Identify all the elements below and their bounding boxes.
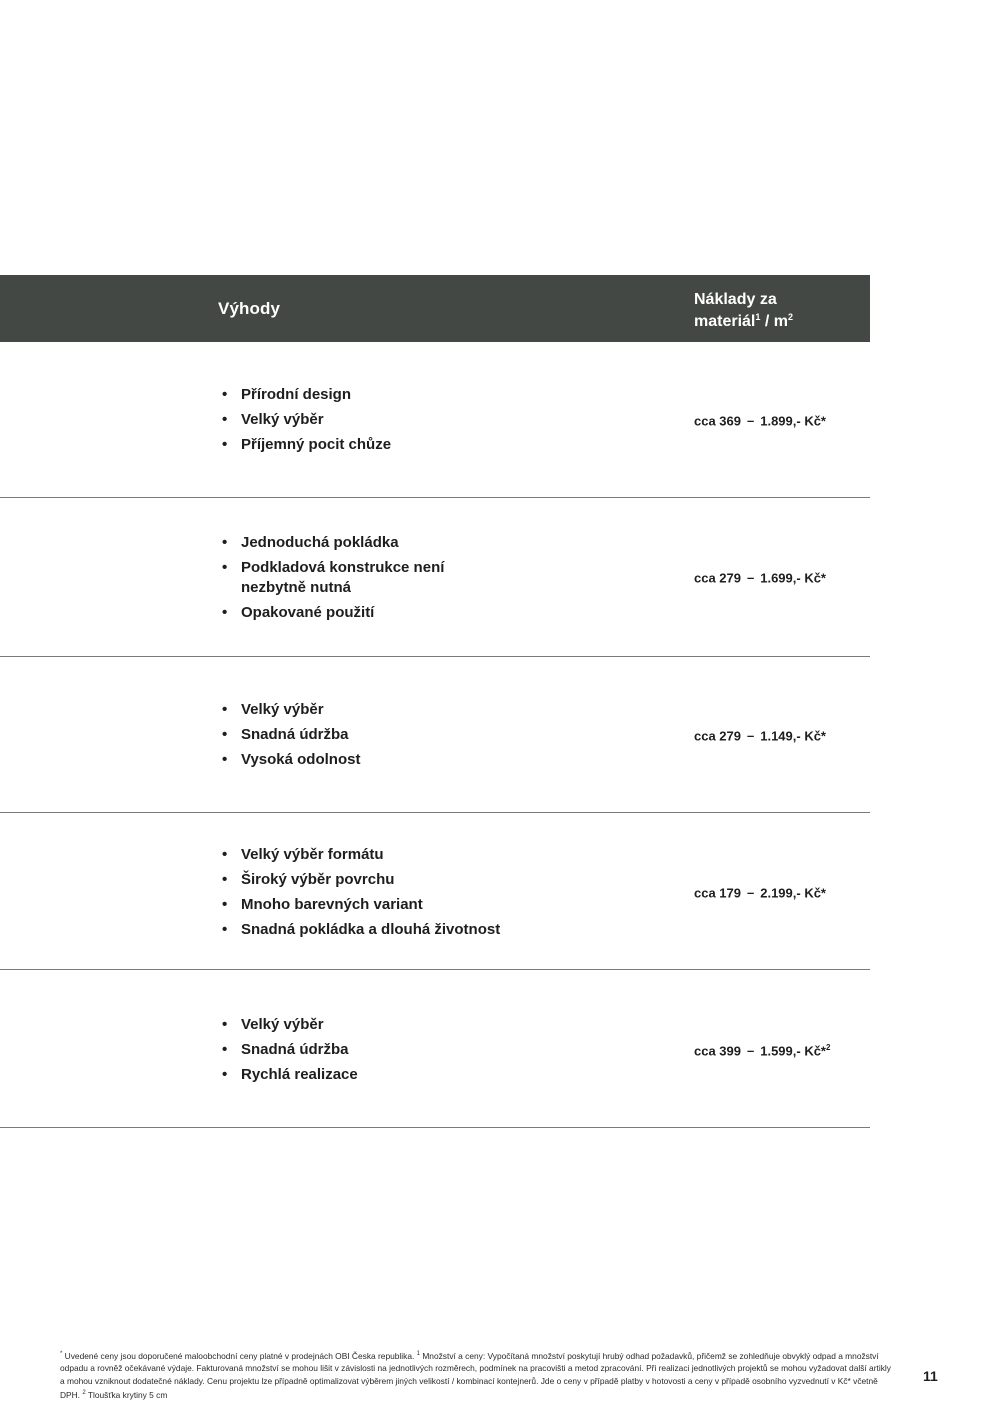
footnote-star: *	[60, 1351, 63, 1357]
feature-item: • Snadná údržba	[222, 726, 349, 743]
row-divider	[0, 1127, 870, 1128]
row-3-features	[221, 700, 481, 775]
bullet-icon: •	[222, 1066, 228, 1083]
feature-item: • Velký výběr formátu	[222, 846, 384, 863]
bullet-icon: •	[222, 534, 228, 551]
footnote-text-1: Uvedené ceny jsou doporučené maloobchodní ceny platné v prodejnách OBI Česka republika.	[62, 1350, 417, 1361]
bullet-icon: •	[222, 1041, 228, 1058]
row-1-features	[221, 385, 481, 460]
row-divider	[0, 656, 870, 657]
row-divider	[0, 969, 870, 970]
feature-item: • Rychlá realizace	[222, 1066, 358, 1083]
feature-item: • Snadná údržba	[222, 1041, 349, 1058]
feature-item: • Podkladová konstrukce není nezbytně nutná	[222, 559, 445, 596]
row-1-price: cca 369 – 1.899,- Kč*	[694, 413, 826, 429]
feature-item: • Přírodní design	[222, 386, 352, 403]
feature-item: • Velký výběr	[222, 411, 324, 428]
cost-header-line1: Náklady za	[694, 291, 777, 308]
feature-item: • Velký výběr	[222, 1016, 324, 1033]
row-divider	[0, 497, 870, 498]
bullet-icon: •	[222, 559, 228, 576]
bullet-icon: •	[222, 726, 228, 743]
row-4-features	[221, 845, 541, 945]
bullet-icon: •	[222, 751, 228, 768]
bullet-icon: •	[222, 846, 228, 863]
feature-item: • Příjemný pocit chůze	[222, 436, 392, 453]
cost-header-line2	[694, 311, 793, 333]
row-4-price: cca 179 – 2.199,- Kč*	[694, 885, 826, 901]
bullet-icon: •	[222, 896, 228, 913]
column-header-advantages: Výhody	[218, 299, 281, 318]
feature-item: • Snadná pokládka a dlouhá životnost	[222, 921, 501, 938]
footnote-ref-2: 2	[82, 1390, 86, 1397]
feature-item: • Mnoho barevných variant	[222, 896, 423, 913]
row-5-price: cca 399 – 1.599,- Kč*$^2$	[694, 1043, 831, 1059]
footnote	[60, 1348, 892, 1402]
bullet-icon: •	[222, 436, 228, 453]
bullet-icon: •	[222, 1016, 228, 1033]
bullet-icon: •	[222, 411, 228, 428]
cost-header-unit: / m	[760, 313, 788, 330]
bullet-icon: •	[222, 386, 228, 403]
cost-header-material: materiál	[694, 313, 756, 330]
cost-header-footnote-ref: 1	[755, 312, 761, 322]
row-3-price: cca 279 – 1.149,- Kč*	[694, 728, 826, 744]
feature-item: • Vysoká odolnost	[222, 751, 361, 768]
feature-item: • Opakované použití	[222, 604, 375, 621]
bullet-icon: •	[222, 604, 228, 621]
footnote-text-3: Tloušťka krytiny 5 cm	[85, 1390, 168, 1401]
footnote-ref-1: 1	[416, 1351, 420, 1357]
feature-item: • Jednoduchá pokládka	[222, 534, 399, 551]
row-divider	[0, 812, 870, 813]
cost-header-unit-power: 2	[787, 312, 793, 322]
feature-item: • Široký výběr povrchu	[222, 871, 395, 888]
bullet-icon: •	[222, 701, 228, 718]
bullet-icon: •	[222, 921, 228, 938]
row-2-features	[221, 533, 481, 628]
footnote-text-2: Množství a ceny: Vypočítaná množství poskytují hrubý odhad požadavků, přičemž se zohledňuje obvyklý odpad a množství odpadu a rovněž očekávané výdaje. Fakturovaná množství se mohou lišit v závislosti na jednotlivých rozměrech, podmínek na pracovišti a metod zpracování. Při realizaci jednotlivých projektů se mohou vyžadovat další artikly a mohou vzniknout dodatečné náklady. Cenu projektu lze případně optimalizovat výběrem jiných velikostí / kombinací kontejnerů. Jde o ceny v případě platby v hotovosti a ceny v případě osobního vyzvednutí v Kč* včetně DPH.	[60, 1350, 891, 1401]
row-2-price: cca 279 – 1.699,- Kč*	[694, 570, 826, 586]
column-header-cost	[694, 289, 793, 333]
feature-item: • Velký výběr	[222, 701, 324, 718]
bullet-icon: •	[222, 871, 228, 888]
row-5-features	[221, 1015, 481, 1090]
page-number: 11	[923, 1368, 938, 1384]
